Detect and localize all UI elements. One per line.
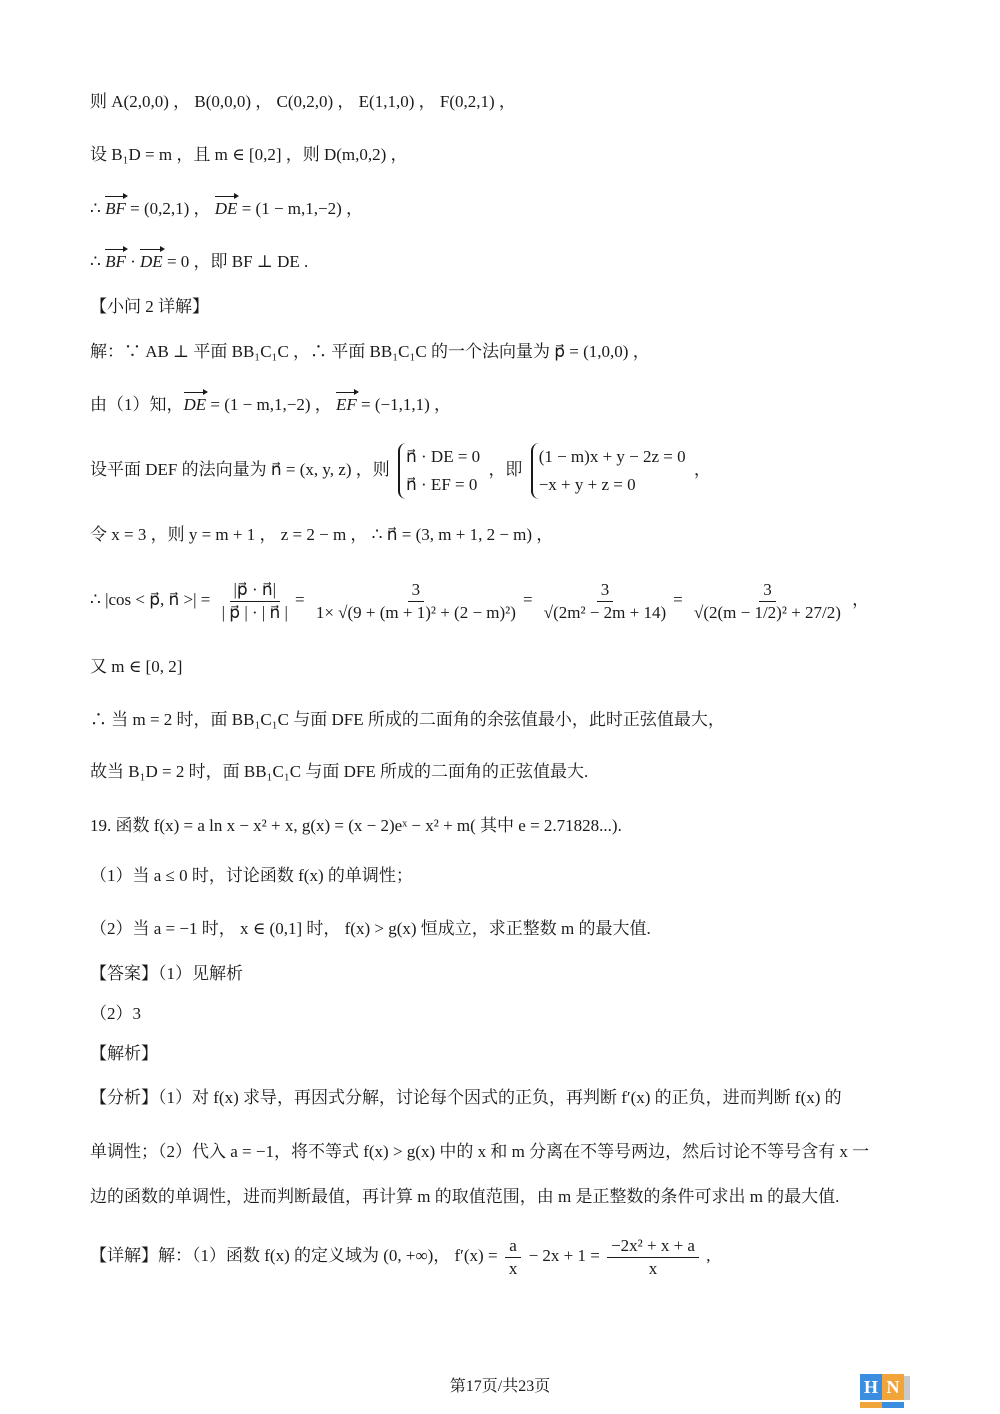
- fraction-1: [218, 579, 292, 624]
- vector-ef: EF: [336, 393, 357, 417]
- question-19-statement: 19. 函数 f(x) = a ln x − x² + x, g(x) = (x − 2)eˣ − x² + m( 其中 e = 2.71828...).: [90, 816, 622, 835]
- analysis-line-3: 边的函数的单调性，进而判断最值，再计算 m 的取值范围，由 m 是正整数的条件可求出 m 的最大值.: [90, 1187, 840, 1206]
- denominator: x: [508, 1258, 518, 1278]
- equation-n-dot-de: n⃗ · DE = 0: [406, 447, 481, 467]
- vector-bf-value: = (0,2,1) ，: [125, 199, 215, 218]
- namely-text: ，即: [488, 460, 523, 479]
- vector-bf: BF: [105, 250, 126, 274]
- min-cosine-conclusion: ∴ 当 m = 2 时，面 BB₁C₁C 与面 DFE 所成的二面角的余弦值最小，此时正弦值最大，: [90, 710, 725, 729]
- vector-de: DE: [184, 393, 207, 417]
- logo-letter-h: H: [860, 1374, 882, 1400]
- denominator: √(2m² − 2m + 14): [543, 602, 667, 622]
- perpendicular-conclusion: = 0 ，即 BF ⊥ DE .: [162, 252, 309, 271]
- fraction-derivative: [607, 1235, 699, 1280]
- vector-de: DE: [140, 250, 163, 274]
- vector-ef-value: = (−1,1,1) ，: [356, 395, 452, 414]
- logo-bar-orange: [860, 1402, 882, 1408]
- comma: ，: [852, 590, 870, 609]
- dot-operator: ·: [125, 252, 141, 271]
- numerator: a: [505, 1235, 521, 1258]
- logo-page-edge: [904, 1376, 910, 1400]
- normal-vector-p-line: 解：∵ AB ⊥ 平面 BB₁C₁C ，∴ 平面 BB₁C₁C 的一个法向量为 p⃗ = (1,0,0) ，: [90, 342, 650, 361]
- let-x-equals-3-line: 令 x = 3 ，则 y = m + 1 ， z = 2 − m ， ∴ n⃗ = (3, m + 1, 2 − m) ，: [90, 525, 554, 544]
- question-19-part-2: （2）当 a = −1 时， x ∈ (0,1] 时， f(x) > g(x) 恒成立，求正整数 m 的最大值.: [90, 919, 651, 938]
- fraction-4: [690, 579, 845, 624]
- analysis-line-2: 单调性；（2）代入 a = −1，将不等式 f(x) > g(x) 中的 x 和 m 分离在不等号两边，然后讨论不等号含有 x 一: [90, 1142, 870, 1161]
- numerator: |p⃗ · n⃗|: [230, 579, 281, 602]
- hn-logo-icon: [860, 1374, 912, 1408]
- denominator: 1× √(9 + (m + 1)² + (2 − m)²): [315, 602, 516, 622]
- question-19-part-1: （1）当 a ≤ 0 时，讨论函数 f(x) 的单调性；: [90, 866, 413, 885]
- cosine-lhs: ∴ |cos < p⃗, n⃗ >| =: [90, 590, 215, 609]
- detail-intro: 【详解】解：（1）函数 f(x) 的定义域为 (0, +∞)， f′(x) =: [90, 1246, 502, 1265]
- normal-vector-n-system-line: [90, 440, 711, 500]
- logo-letter-n: N: [882, 1374, 904, 1400]
- detail-solution-line: [90, 1228, 710, 1284]
- therefore-symbol: ∴: [90, 252, 106, 271]
- equation-n-dot-ef: n⃗ · EF = 0: [406, 475, 478, 495]
- vector-bf: BF: [105, 197, 126, 221]
- cosine-computation-line: ∴ |cos < p⃗, n⃗ >| = $\frac{|p⃗ \cdot n⃗|}{| p⃗ | \cdot | n⃗ |}$ = $\frac{3}{\text{1× √(9 + (m + 1)² + (2 − m)²)}}$ = $\frac{3}{\text{√(2m² − 2m + 14)}}$ = $\frac{3}{\text{√(2(m − 1/2)² + 27/2)}}$ ，: [90, 579, 870, 622]
- logo-bar-blue: [882, 1402, 904, 1408]
- vector-de: DE: [215, 197, 238, 221]
- derivative-middle: − 2x + 1 =: [528, 1246, 605, 1265]
- from-part1-text: 由（1）知，: [90, 395, 184, 414]
- page-number: 第17页/共23页: [449, 1378, 551, 1395]
- denominator: x: [648, 1258, 658, 1278]
- fraction-2: [312, 579, 520, 624]
- equation-system-vector: [398, 443, 480, 499]
- normal-vector-n-definition: 设平面 DEF 的法向量为 n⃗ = (x, y, z) ，则: [90, 460, 390, 479]
- vector-bf-de-line: [90, 197, 363, 221]
- comma: ,: [706, 1246, 711, 1265]
- numerator: 3: [408, 579, 425, 602]
- denominator: | p⃗ | · | n⃗ |: [221, 602, 288, 622]
- set-b1d-line: 设 B₁D = m ，且 m ∈ [0,2] ，则 D(m,0,2) ，: [90, 145, 408, 164]
- answer-part-2: （2）3: [90, 1004, 141, 1023]
- fraction-3: [540, 579, 670, 624]
- numerator: 3: [759, 579, 776, 602]
- vector-de-value: = (1 − m,1,−2) ，: [237, 199, 364, 218]
- sub-question-2-heading: 【小问 2 详解】: [90, 297, 209, 316]
- coordinates-line: 则 A(2,0,0) ， B(0,0,0) ， C(0,2,0) ， E(1,1,0) ， F(0,2,1) ，: [90, 92, 516, 111]
- analysis-line-1: 【分析】（1）对 f(x) 求导，再因式分解，讨论每个因式的正负，再判断 f′(x) 的正负，进而判断 f(x) 的: [90, 1088, 842, 1107]
- numerator: 3: [597, 579, 614, 602]
- max-sine-conclusion: 故当 B₁D = 2 时，面 BB₁C₁C 与面 DFE 所成的二面角的正弦值最大.: [90, 762, 589, 781]
- equation-system-scalar: [531, 443, 686, 499]
- therefore-symbol: ∴: [90, 199, 106, 218]
- equation-1: (1 − m)x + y − 2z = 0: [538, 447, 686, 467]
- m-range-line: 又 m ∈ [0, 2]: [90, 657, 183, 676]
- equation-2: −x + y + z = 0: [538, 475, 636, 495]
- comma: ，: [693, 460, 711, 479]
- answer-part-1: 【答案】（1）见解析: [90, 964, 243, 983]
- numerator: −2x² + x + a: [607, 1235, 699, 1258]
- fraction-a-over-x: [505, 1235, 522, 1280]
- vector-de-value: = (1 − m,1,−2) ，: [206, 395, 336, 414]
- dot-product-line: [90, 250, 308, 274]
- vectors-de-ef-line: [90, 393, 451, 417]
- denominator: √(2(m − 1/2)² + 27/2): [694, 602, 841, 622]
- analysis-heading: 【解析】: [90, 1044, 158, 1063]
